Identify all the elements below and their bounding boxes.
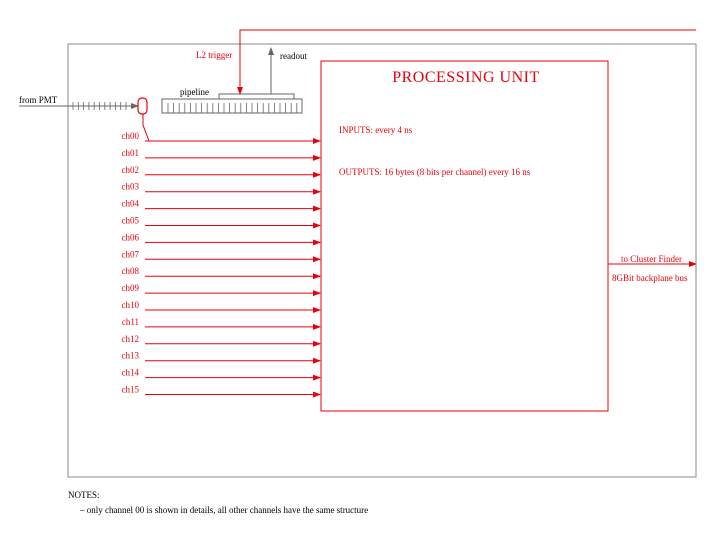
l2-trigger-label: L2 trigger [196,50,233,60]
channel-label: ch11 [121,316,139,327]
inputs-label: INPUTS: every 4 ns [339,125,413,135]
channel-label: ch00 [121,131,139,141]
readout-label: readout [280,51,307,61]
channel-label: ch09 [121,283,139,294]
channel-label: ch03 [121,181,139,192]
pipeline-label: pipeline [180,87,209,97]
processing-unit-title: PROCESSING UNIT [392,69,540,86]
channel-label: ch12 [121,333,139,344]
channel-inputs [122,131,321,395]
channel-label: ch13 [121,350,139,361]
channel-label: ch07 [121,249,139,260]
from-pmt-label: from PMT [19,95,58,105]
channel-label: ch04 [121,198,139,209]
pipeline-register [162,99,302,113]
channel-label: ch05 [121,215,139,226]
channel-label: ch10 [121,300,139,310]
channel-label: ch15 [121,384,139,395]
channel-label: ch14 [121,367,139,378]
channel-label: ch02 [121,164,139,175]
pipeline-cells [168,103,297,113]
notes-line: – only channel 00 is shown in details, all other channels have the same structure [80,505,369,515]
notes-title: NOTES: [68,490,100,500]
backplane-bus-label: 8GBit backplane bus [612,273,688,283]
processing-unit-box [321,61,608,411]
outputs-label: OUTPUTS: 16 bytes (8 bits per channel) every 16 ns [339,167,531,177]
channel-label: ch08 [121,266,139,277]
ch00-route [143,114,149,141]
sample-selector [138,98,147,114]
channel-label: ch01 [121,147,139,158]
to-cluster-finder-label: to Cluster Finder [621,254,682,264]
channel-label: ch06 [121,232,139,243]
readout-window [219,94,294,99]
